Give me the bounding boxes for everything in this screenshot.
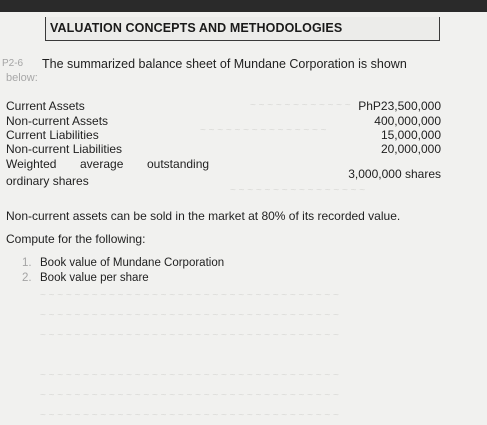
- bleed-through-text: ~ ~ ~ ~ ~ ~ ~ ~ ~ ~ ~ ~ ~ ~ ~ ~: [230, 185, 366, 196]
- problem-number: P2-6: [2, 58, 24, 69]
- task-text: Book value per share: [40, 272, 149, 284]
- balance-row-noncurrent-assets: [0, 114, 487, 128]
- problem-intro: The summarized balance sheet of Mundane Corporation is shown: [42, 57, 407, 71]
- section-title: VALUATION CONCEPTS AND METHODOLOGIES: [50, 21, 343, 35]
- bleed-through-text: ~ ~ ~ ~ ~ ~ ~ ~ ~ ~ ~ ~ ~ ~ ~ ~ ~ ~ ~ ~ ~ ~ ~ ~ ~ ~ ~ ~ ~ ~ ~ ~ ~ ~ ~: [40, 290, 339, 301]
- task-number: 2.: [22, 272, 32, 284]
- top-dark-bar: [0, 0, 487, 12]
- bleed-through-text: ~ ~ ~ ~ ~ ~ ~ ~ ~ ~ ~ ~ ~ ~ ~ ~ ~ ~ ~ ~ ~ ~ ~ ~ ~ ~ ~ ~ ~ ~ ~ ~ ~ ~ ~: [40, 330, 339, 341]
- shares-label-line2: ordinary shares: [6, 174, 89, 188]
- bleed-through-text: ~ ~ ~ ~ ~ ~ ~ ~ ~ ~ ~ ~ ~ ~ ~ ~ ~ ~ ~ ~ ~ ~ ~ ~ ~ ~ ~ ~ ~ ~ ~ ~ ~ ~ ~: [40, 390, 339, 401]
- balance-row-noncurrent-liabilities: [0, 142, 487, 156]
- bleed-through-text: ~ ~ ~ ~ ~ ~ ~ ~ ~ ~ ~ ~ ~ ~ ~ ~ ~ ~ ~ ~ ~ ~ ~ ~ ~ ~ ~ ~ ~ ~ ~ ~ ~ ~ ~: [40, 370, 339, 381]
- shares-label-average: average: [80, 157, 124, 171]
- bleed-through-text: ~ ~ ~ ~ ~ ~ ~ ~ ~ ~ ~ ~ ~ ~ ~: [200, 125, 327, 136]
- bleed-through-text: ~ ~ ~ ~ ~ ~ ~ ~ ~ ~ ~ ~: [250, 100, 351, 111]
- assumption-note: Non-current assets can be sold in the market at 80% of its recorded value.: [6, 209, 401, 223]
- task-number: 1.: [22, 257, 32, 269]
- balance-label: Non-current Liabilities: [6, 142, 123, 156]
- balance-value: 20,000,000: [380, 142, 441, 156]
- balance-row-current-liabilities: [0, 128, 487, 142]
- balance-value: 400,000,000: [374, 114, 441, 128]
- task-text: Book value of Mundane Corporation: [40, 257, 225, 269]
- shares-label-weighted: Weighted: [6, 157, 57, 171]
- bleed-through-text: ~ ~ ~ ~ ~ ~ ~ ~ ~ ~ ~ ~ ~ ~ ~ ~ ~ ~ ~ ~ ~ ~ ~ ~ ~ ~ ~ ~ ~ ~ ~ ~ ~ ~ ~: [40, 310, 339, 321]
- balance-label: Current Liabilities: [6, 128, 99, 142]
- balance-label: Current Assets: [6, 99, 85, 113]
- balance-value: 15,000,000: [380, 128, 441, 142]
- compute-instruction: Compute for the following:: [6, 232, 146, 246]
- balance-row-current-assets: [0, 99, 487, 113]
- balance-value: PhP23,500,000: [358, 99, 441, 113]
- shares-value: 3,000,000 shares: [348, 167, 441, 181]
- bleed-through-text: ~ ~ ~ ~ ~ ~ ~ ~ ~ ~ ~ ~ ~ ~ ~ ~ ~ ~ ~ ~ ~ ~ ~ ~ ~ ~ ~ ~ ~ ~ ~ ~ ~ ~ ~: [40, 410, 339, 421]
- balance-label: Non-current Assets: [6, 114, 109, 128]
- problem-intro-continued: below:: [6, 72, 38, 84]
- shares-label-outstanding: outstanding: [147, 157, 210, 171]
